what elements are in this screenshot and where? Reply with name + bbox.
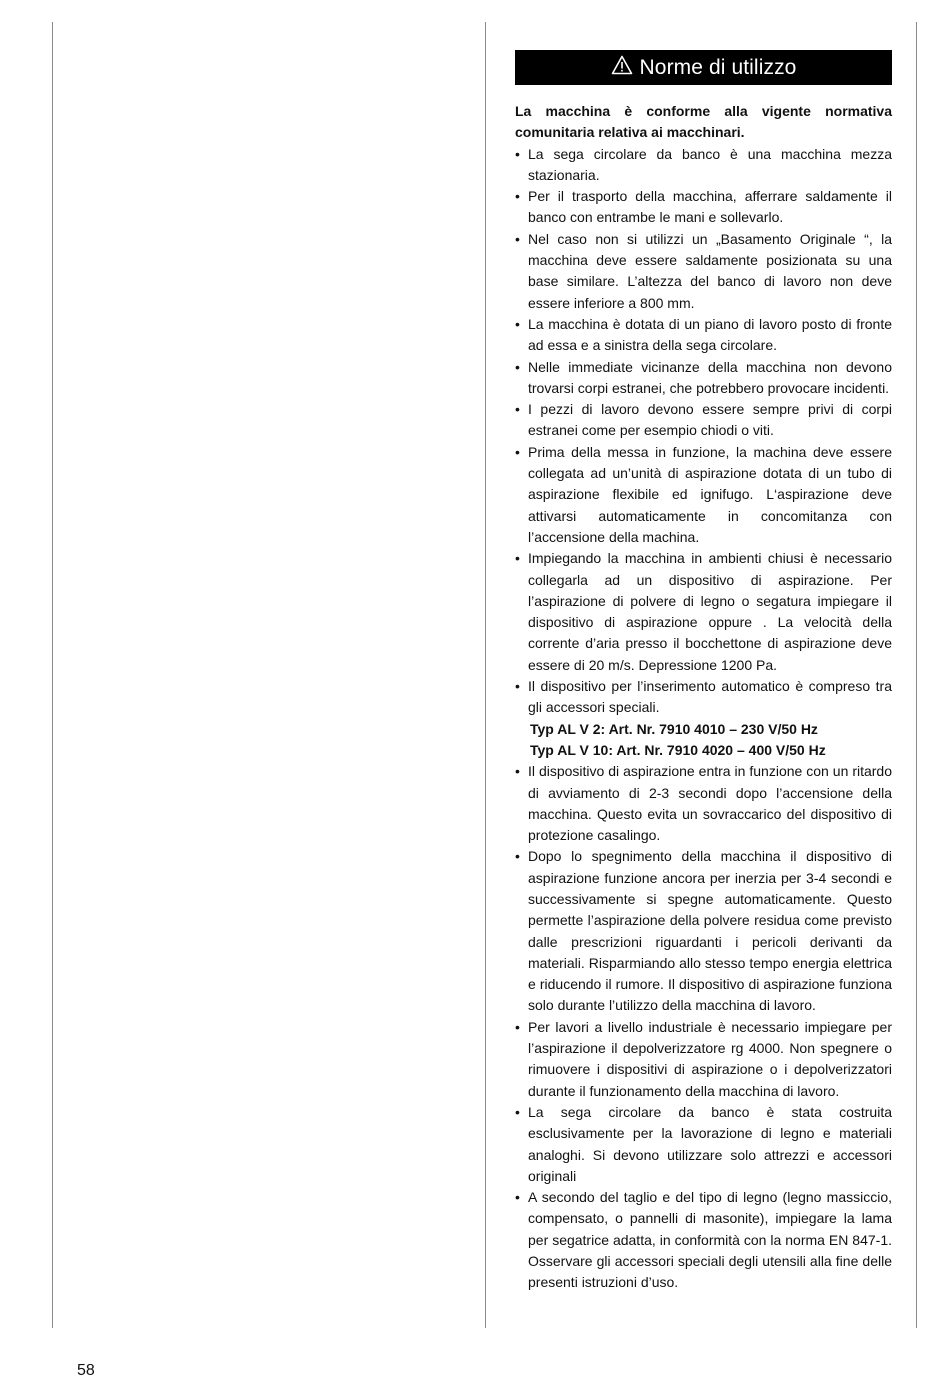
list-item: • Nelle immediate vicinanze della macchina non devono trovarsi corpi estranei, che potrebbero provocare incidenti. (515, 357, 892, 400)
list-item: • Prima della messa in funzione, la machina deve essere collegata ad un’unità di aspirazione dotata di un tubo di aspirazione flexibile ed ignifugo. L‘aspirazione deve attivarsi automaticamente in concomitanza con l’accensione della machina. (515, 442, 892, 548)
list-item: • Il dispositivo di aspirazione entra in funzione con un ritardo di avviamento di 2-3 secondi dopo l’accensione della macchina. Questo evita un sovraccarico del dispositivo di protezione casalingo. (515, 761, 892, 846)
section-header (515, 50, 892, 85)
page-number: 58 (77, 1362, 95, 1379)
section-title: Norme di utilizzo (639, 55, 797, 79)
list-item: • Per lavori a livello industriale è necessario impiegare per l’aspirazione il depolverizzatore rg 4000. Non spegnere o rimuovere i dispositivi di aspirazione o i depolverizzatori durante il funzionamento della macchina di lavoro. (515, 1017, 892, 1102)
list-item: • Per il trasporto della macchina, afferrare saldamente il banco con entrambe le mani e sollevarlo. (515, 186, 892, 229)
list-item: • Impiegando la macchina in ambienti chiusi è necessario collegarla ad un dispositivo di aspirazione. Per l’aspirazione di polvere di legno o segatura impiegare il dispositivo di aspirazione oppure . La velocità della corrente d’aria presso il bocchettone di aspirazione deve essere di 20 m/s. Depressione 1200 Pa. (515, 548, 892, 676)
warning-triangle-icon (611, 55, 633, 81)
left-margin-rule (52, 22, 53, 1328)
content-column (515, 50, 892, 1294)
list-item: • Nel caso non si utilizzi un „Basamento Originale “, la macchina deve essere saldamente posizionata su una base similare. L’altezza del banco di lavoro non deve essere inferiore a 800 mm. (515, 229, 892, 314)
list-item: • La sega circolare da banco è una macchina mezza stazionaria. (515, 144, 892, 187)
rules-list-a (515, 144, 892, 719)
list-item: • La sega circolare da banco è stata costruita esclusivamente per la lavorazione di legno e materiali analoghi. Si devono utilizzare solo attrezzi e accessori originali (515, 1102, 892, 1187)
type-line-alv2: Typ AL V 2: Art. Nr. 7910 4010 – 230 V/50 Hz (530, 720, 818, 737)
list-item: • La macchina è dotata di un piano di lavoro posto di fronte ad essa e a sinistra della sega circolare. (515, 314, 892, 357)
list-item: • I pezzi di lavoro devono essere sempre privi di corpi estranei come per esempio chiodi o viti. (515, 399, 892, 442)
list-item: • A secondo del taglio e del tipo di legno (legno massiccio, compensato, o pannelli di masonite), impiegare la lama per segatrice adatta, in conformità con la norma EN 847-1. Osservare gli accessori speciali degli utensili alla fine delle presenti istruzioni d’uso. (515, 1187, 892, 1293)
type-line-alv10: Typ AL V 10: Art. Nr. 7910 4020 – 400 V/50 Hz (530, 741, 826, 758)
list-item: • Il dispositivo per l’inserimento automatico è compreso tra gli accessori speciali. (515, 676, 892, 719)
right-margin-rule (916, 22, 917, 1328)
intro-paragraph: La macchina è conforme alla vigente normativa comunitaria relativa ai macchinari. (515, 103, 892, 141)
center-column-rule (485, 22, 486, 1328)
list-item: • Dopo lo spegnimento della macchina il dispositivo di aspirazione funzione ancora per inerzia per 3-4 secondi e successivamente si spegne automaticamente. Questo permette l’aspirazione della polvere residua come previsto dalle prescrizioni riguardanti i pericoli derivanti da materiali. Risparmiando allo stesso tempo energia elettrica e riducendo il rumore. Il dispositivo di aspirazione funziona solo durante l’utilizzo della macchina di lavoro. (515, 846, 892, 1016)
rules-list-b (515, 761, 892, 1293)
